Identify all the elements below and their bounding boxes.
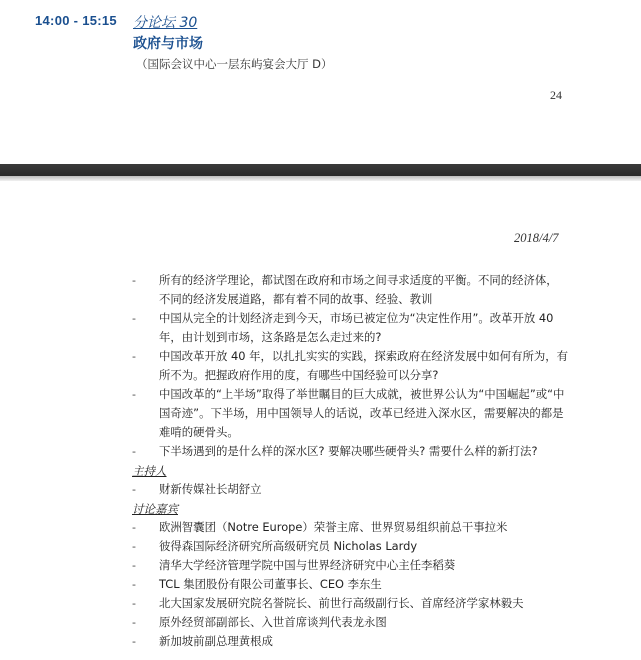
guest-name: 欧洲智囊团（Notre Europe）荣誉主席、世界贸易组织前总干事拉米 [159,520,508,534]
guest-name: 北大国家发展研究院名誉院长、前世行高级副行长、首席经济学家林毅夫 [159,596,524,610]
bullet-dash: - [132,616,136,629]
page-divider [0,164,641,176]
list-item [0,613,569,632]
bullet-dash: - [132,312,136,325]
bullet-dash: - [132,274,136,287]
forum-subject: 政府与市场 [133,36,203,52]
upper-page [0,0,641,164]
guest-name: TCL 集团股份有限公司董事长、CEO 李东生 [159,577,382,591]
list-item [0,537,569,556]
session-content [0,271,641,651]
question-text: 中国改革的“上半场”取得了举世瞩目的巨大成就，被世界公认为“中国崛起”或“中国奇迹”。下半场，用中国领导人的话说，改革已经进入深水区，需要解决的都是难啃的硬骨头。 [159,387,565,439]
guest-list [0,518,641,651]
guest-name: 原外经贸部副部长、入世首席谈判代表龙永图 [159,615,387,629]
bullet-dash: - [132,521,136,534]
bullet-dash: - [132,597,136,610]
question-text: 下半场遇到的是什么样的深水区? 要解决哪些硬骨头? 需要什么样的新打法? [159,444,538,458]
bullet-dash: - [132,559,136,572]
guest-name: 彼得森国际经济研究所高级研究员 Nicholas Lardy [159,539,418,553]
list-item [0,309,569,347]
guest-name: 新加坡前副总理黄根成 [159,634,273,648]
bullet-dash: - [132,445,136,458]
list-item [0,347,569,385]
guests-heading: 讨论嘉宾 [132,502,178,516]
list-item [0,271,569,309]
host-name: 财新传媒社长胡舒立 [159,482,262,496]
document-date: 2018/4/7 [514,231,559,245]
question-text: 中国改革开放 40 年，以扎扎实实的实践，探索政府在经济发展中如何有所为，有所不为。把握政府作用的度，有哪些中国经验可以分享? [159,349,569,382]
bullet-dash: - [132,388,136,401]
session-time: 14:00 - 15:15 [35,13,117,28]
guest-name: 清华大学经济管理学院中国与世界经济研究中心主任李稻葵 [159,558,456,572]
bullet-dash: - [132,578,136,591]
list-item [0,556,569,575]
page-number: 24 [550,88,562,102]
host-list [0,480,641,499]
page-divider-shadow [0,176,641,181]
question-text: 中国从完全的计划经济走到今天，市场已被定位为“决定性作用”。改革开放 40 年，由计划到市场，这条路是怎么走过来的? [159,311,554,344]
list-item [0,385,569,442]
host-heading: 主持人 [132,464,167,478]
list-item [0,442,569,461]
bullet-dash: - [132,635,136,648]
bullet-dash: - [132,350,136,363]
list-item [0,575,569,594]
question-list [0,271,641,461]
question-text: 所有的经济学理论，都试图在政府和市场之间寻求适度的平衡。不同的经济体，不同的经济发展道路，都有着不同的故事、经验、教训 [159,273,558,306]
forum-title[interactable]: 分论坛 30 [133,15,198,31]
list-item [0,518,569,537]
bullet-dash: - [132,540,136,553]
venue: （国际会议中心一层东屿宴会大厅 D） [136,57,333,71]
list-item [0,480,569,499]
bullet-dash: - [132,483,136,496]
list-item [0,632,569,651]
list-item [0,594,569,613]
